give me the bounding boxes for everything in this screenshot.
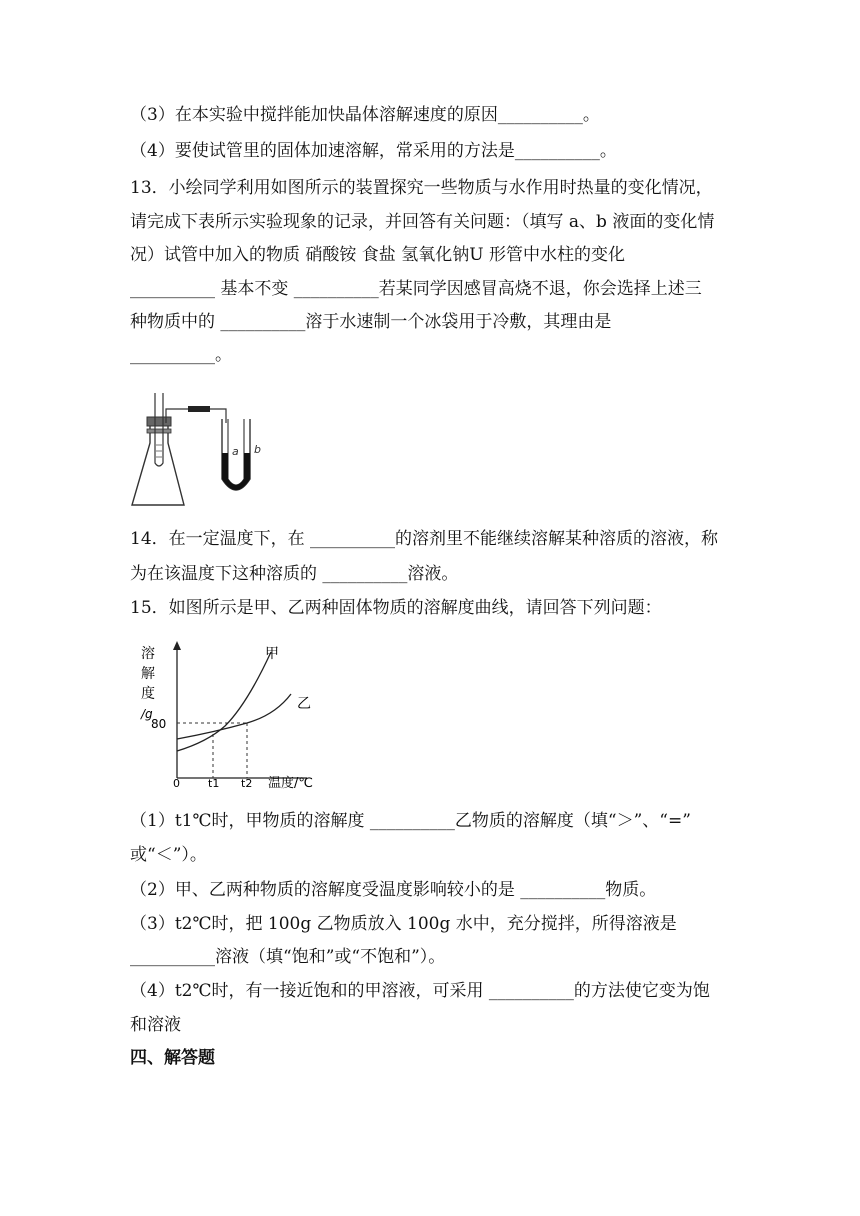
x-tick-t2: t2 xyxy=(241,777,253,790)
label-b: b xyxy=(254,443,261,456)
y-label-1: 溶 xyxy=(141,646,155,662)
apparatus-figure xyxy=(128,383,278,513)
q15-part1-a: （1）t1℃时，甲物质的溶解度 __________乙物质的溶解度（填“＞”、“=” xyxy=(130,811,691,831)
q15-part2: （2）甲、乙两种物质的溶解度受温度影响较小的是 __________物质。 xyxy=(130,880,657,900)
q15-part3-a: （3）t2℃时，把 100g 乙物质放入 100g 水中，充分搅拌，所得溶液是 xyxy=(130,914,677,934)
y-axis-arrow xyxy=(173,641,181,650)
solubility-chart xyxy=(135,638,325,793)
q13-line4: __________ 基本不变 __________若某同学因感冒高烧不退，你会选择上述三 xyxy=(130,279,702,299)
section-title: 四、解答题 xyxy=(130,1048,215,1068)
y-label-2: 解 xyxy=(141,666,155,682)
q15-part4-a: （4）t2℃时，有一接近饱和的甲溶液，可采用 __________的方法使它变为饱 xyxy=(130,981,710,1001)
q14-line1: 14．在一定温度下，在 __________的溶剂里不能继续溶解某种溶质的溶液，称 xyxy=(130,529,719,549)
series-label-jia: 甲 xyxy=(265,646,279,662)
label-a: a xyxy=(232,445,239,458)
q12-part3: （3）在本实验中搅拌能加快晶体溶解速度的原因__________。 xyxy=(130,105,600,125)
q13-line2: 请完成下表所示实验现象的记录，并回答有关问题：（填写 a、b 液面的变化情 xyxy=(130,212,715,232)
series-label-yi: 乙 xyxy=(297,696,311,712)
q13-line1: 13．小绘同学利用如图所示的装置探究一些物质与水作用时热量的变化情况， xyxy=(130,178,713,198)
q12-part4: （4）要使试管里的固体加速溶解，常采用的方法是__________。 xyxy=(130,141,617,161)
y-label-3: 度 xyxy=(141,686,155,702)
q15-part4-b: 和溶液 xyxy=(130,1015,181,1035)
x-tick-t1: t1 xyxy=(208,777,220,790)
origin-label: 0 xyxy=(173,777,180,790)
q14-line2: 为在该温度下这种溶质的 __________溶液。 xyxy=(130,564,459,584)
q13-line3: 况）试管中加入的物质 硝酸铵 食盐 氢氧化钠U 形管中水柱的变化 xyxy=(130,245,625,265)
y-tick-80: 80 xyxy=(151,717,167,731)
q13-line5: 种物质中的 __________溶于水速制一个冰袋用于冷敷，其理由是 xyxy=(130,312,612,332)
q15-part3-b: __________溶液（填“饱和”或“不饱和”）。 xyxy=(130,947,446,967)
q15-intro: 15．如图所示是甲、乙两种固体物质的溶解度曲线，请回答下列问题： xyxy=(130,598,662,618)
q13-line6: __________。 xyxy=(130,345,232,365)
q15-part1-b: 或“＜”）。 xyxy=(130,845,207,865)
y-label-4: /g xyxy=(141,707,153,721)
x-axis-label: 温度/℃ xyxy=(268,776,313,791)
